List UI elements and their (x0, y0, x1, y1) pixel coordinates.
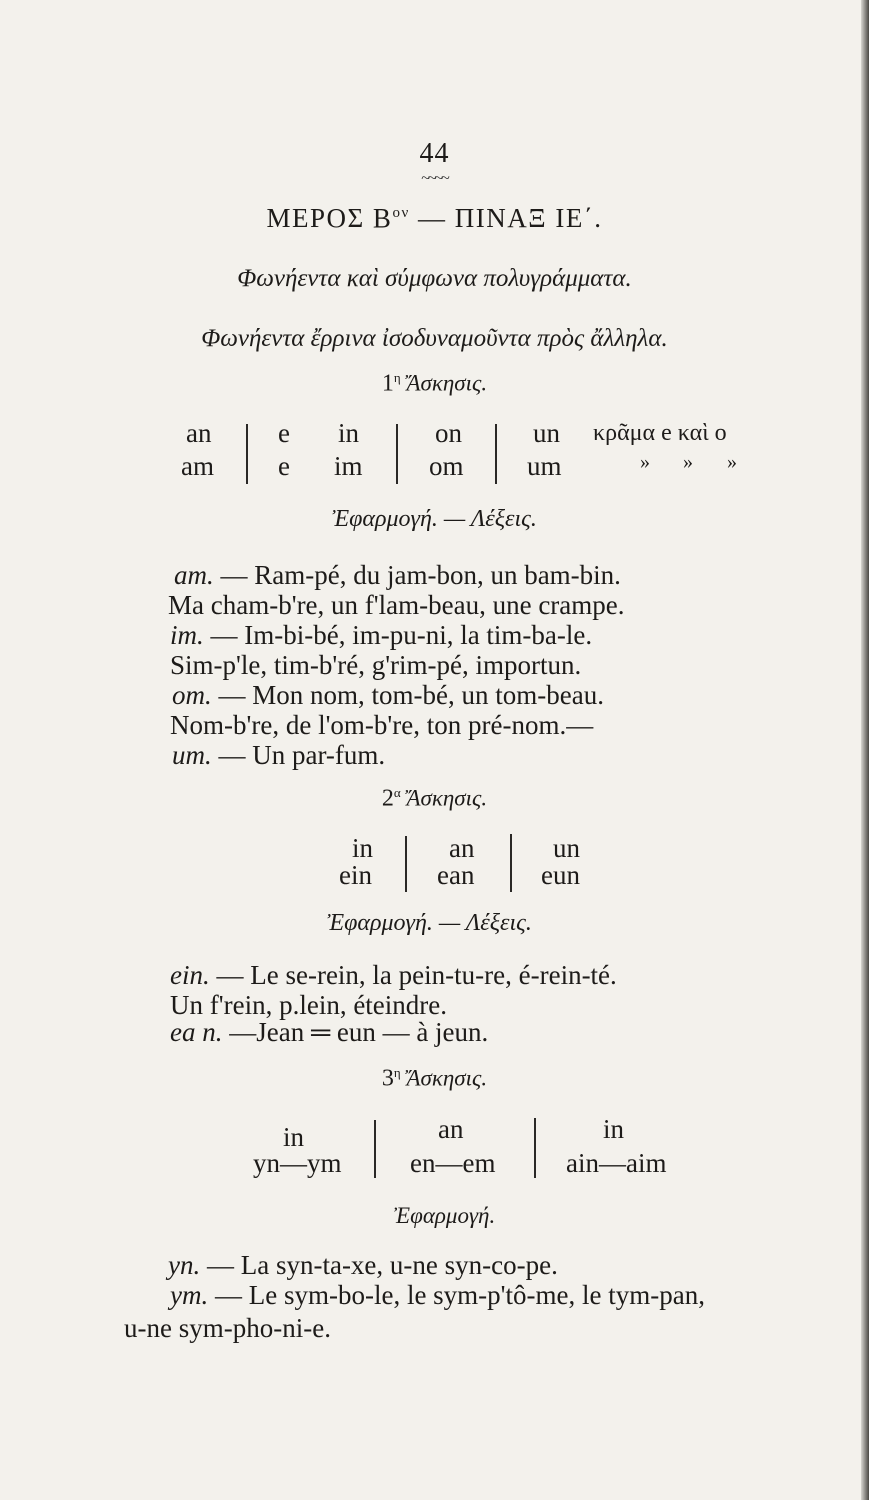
exercise-1-title (0, 370, 869, 398)
ex1-line-3 (170, 620, 592, 651)
ex3-line-3 (124, 1313, 331, 1344)
ex1-r2-c2: e (278, 451, 290, 481)
line-text: — Mon nom, tom-bé, un tom-beau. (218, 680, 604, 710)
ex2-r2-c3: eun (541, 860, 580, 890)
heading-part: ΜΕΡΟΣ Β (266, 203, 393, 233)
exercise-2-word: Ἄσκησις. (406, 785, 488, 811)
line-key: ein. (170, 960, 210, 990)
exercise-3-title (0, 1065, 869, 1093)
ex1-line-4 (170, 650, 581, 681)
page-heading (0, 203, 869, 234)
ex1-line-2 (168, 590, 625, 621)
ex1-r1-c6: κρᾶμα e καὶ o (593, 420, 727, 446)
exercise-3-application: Ἐφαρμογή. (393, 1203, 496, 1228)
exercise-2-title (0, 785, 869, 813)
ex2-r1-c2: an (449, 833, 475, 863)
ex2-line-3 (170, 1017, 488, 1048)
line-key: ea n. (170, 1017, 223, 1047)
ex3-r1-c3: in (603, 1114, 625, 1144)
subtitle-2: Φωνήεντα ἔρρινα ἰσοδυναμοῦντα πρὸς ἄλληλα. (201, 325, 668, 352)
line-key: am. (174, 560, 214, 590)
exercise-1-number: 1 (381, 370, 394, 397)
line-key: om. (172, 680, 212, 710)
ex1-r2-c3: im (334, 451, 363, 481)
ex2-r2-c2: ean (437, 860, 475, 890)
ex3-line-2 (170, 1280, 705, 1311)
ex3-divider-2 (534, 1118, 536, 1178)
ex2-r1-c1: in (352, 833, 374, 863)
line-key: ym. (170, 1280, 209, 1310)
ex1-r1-c3: in (338, 418, 360, 448)
ex3-divider-1 (374, 1120, 376, 1178)
ex1-line-6 (170, 710, 593, 741)
ex2-divider-2 (510, 834, 512, 892)
ex1-r2-c5: um (527, 451, 562, 481)
exercise-2-number: 2 (381, 785, 394, 812)
ex2-r1-c3: un (553, 833, 580, 863)
line-text: Un f'rein, p.lein, éteindre. (170, 990, 448, 1020)
page-number: 44 (419, 138, 450, 169)
ex3-r2-c1: yn—ym (253, 1148, 342, 1178)
ex1-r2-quote-2: » (683, 451, 693, 473)
exercise-2-sup: α (393, 785, 401, 800)
exercise-3-sup: η (393, 1065, 401, 1080)
ex2-divider-1 (405, 836, 407, 892)
page-number-ornament: ~~~~ (421, 170, 448, 187)
ex1-line-1 (174, 560, 621, 591)
ex1-line-7 (172, 740, 385, 771)
subtitle-1: Φωνήεντα καὶ σύμφωνα πολυγράμματα. (237, 265, 632, 292)
exercise-1-application: Ἐφαρμογή. — Λέξεις. (332, 506, 537, 532)
ex1-r2-c1: am (181, 451, 214, 481)
ex1-r2-c4: om (429, 451, 464, 481)
line-text: — Im-bi-bé, im-pu-ni, la tim-ba-le. (210, 620, 593, 650)
line-text: — La syn-ta-xe, u-ne syn-co-pe. (206, 1250, 558, 1280)
line-text: Sim-p'le, tim-b'ré, g'rim-pé, importun. (170, 650, 582, 680)
exercise-3-number: 3 (381, 1065, 394, 1092)
ex1-r1-c4: on (435, 418, 462, 448)
ex3-r2-c2: en—em (410, 1148, 496, 1178)
line-text: Nom-b're, de l'om-b're, ton pré-nom.— (170, 710, 594, 740)
line-text: —Jean ═ eun — à jeun. (229, 1017, 489, 1047)
ex3-r2-c3: ain—aim (566, 1148, 667, 1178)
exercise-2-application: Ἐφαρμογή. — Λέξεις. (327, 910, 532, 936)
ex2-r2-c1: ein (339, 860, 372, 890)
ex1-r1-c2: e (278, 418, 290, 448)
exercise-3-word: Ἄσκησις. (406, 1065, 488, 1091)
exercise-1-sup: η (393, 370, 401, 385)
ex1-divider-3 (495, 424, 497, 484)
line-key: um. (172, 740, 212, 770)
line-text: u-ne sym-pho-ni-e. (124, 1313, 331, 1343)
line-text: Ma cham-b're, un f'lam-beau, une crampe. (168, 590, 625, 620)
line-text: — Ram-pé, du jam-bon, un bam-bin. (220, 560, 621, 590)
ex1-divider-2 (396, 424, 398, 484)
line-text: — Le sym-bo-le, le sym-p'tô-me, le tym-pan, (214, 1280, 705, 1310)
ex1-r1-c1: an (186, 418, 212, 448)
ex3-r1-c2: an (438, 1114, 464, 1144)
ex1-r2-quote-1: » (640, 451, 650, 473)
heading-part-sup: ον (392, 205, 410, 221)
exercise-1-word: Ἄσκησις. (406, 370, 488, 396)
ex1-divider-1 (246, 424, 248, 484)
ex3-line-1 (168, 1250, 558, 1281)
line-key: yn. (168, 1250, 201, 1280)
heading-rest: — ΠΙΝΑΞ ΙΕ΄. (417, 203, 603, 233)
ex3-r1-c1: in (283, 1122, 305, 1152)
ex1-r1-c5: un (533, 418, 560, 448)
ex1-line-5 (172, 680, 604, 711)
line-text: — Le se-rein, la pein-tu-re, é-rein-té. (216, 960, 617, 990)
line-key: im. (170, 620, 204, 650)
ex1-r2-quote-3: » (727, 451, 737, 473)
line-text: — Un par-fum. (218, 740, 386, 770)
ex2-line-1 (170, 960, 617, 991)
